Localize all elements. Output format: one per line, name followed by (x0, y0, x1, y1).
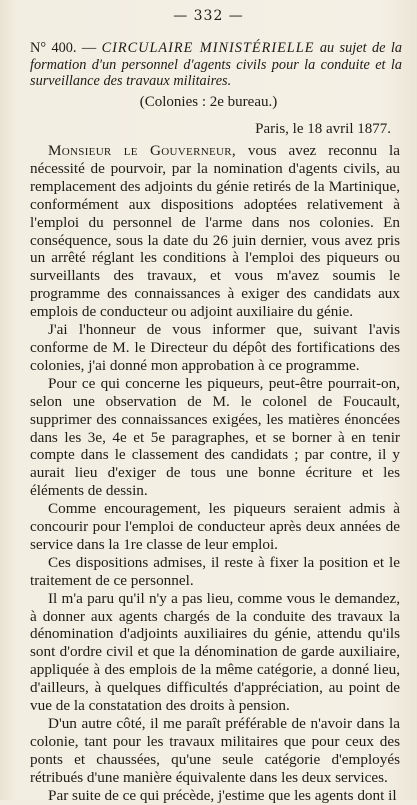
paragraph-5: Ces dispositions admises, il reste à fixer la position et le traitement de ce personnel. (30, 553, 400, 589)
paragraph-7: D'un autre côté, il me paraît préférable de n'avoir dans la colonie, tant pour les travaux militaires que pour ceux des ponts et chaussées, qu'une seule catégorie d'employés rétribués d'une manière équivalente dans les deux services. (30, 715, 400, 786)
paragraph-6: Il m'a paru qu'il n'y a pas lieu, comme vous le demandez, à donner aux agents chargés de la conduite des travaux la dénomination d'adjoints auxiliaires du génie, attendu qu'ils sont d'ordre civil et que la dénomination de garde auxiliaire, appliquée à des emplois de la même catégorie, a donné lieu, d'ailleurs, à quelques difficultés d'appréciation, au point de vue de la constatation des droits à pension. (30, 589, 400, 715)
circular-heading (30, 40, 402, 90)
bureau-line: (Colonies : 2e bureau.) (139, 94, 278, 110)
circular-title: CIRCULAIRE MINISTÉRIELLE (101, 40, 315, 56)
paragraph-1: Monsieur le Gouverneur, vous avez reconnu la nécessité de pourvoir, par la nomination d'agents civils, au remplacement des adjoints du génie retirés de la Martinique, conformément aux dispositions adoptées relativement à l'emploi du personnel de l'arme dans nos colonies. En conséquence, sous la date du 26 juin dernier, vous avez pris un arrêté réglant les conditions à l'emploi des piqueurs ou surveillants des travaux, et vous m'avez soumis le programme des connaissances à exiger des candidats aux emplois de conducteur ou adjoint auxiliaire du génie. (30, 142, 401, 321)
letter-body (30, 142, 400, 805)
circular-subject: au sujet de la formation d'un personnel d'agents civils pour la conduite et la surveillance des travaux militaires. (30, 40, 402, 89)
paragraph-2: J'ai l'honneur de vous informer que, suivant l'avis conforme de M. le Directeur du dépôt des fortifications des colonies, j'ai donné mon approbation à ce programme. (30, 321, 400, 374)
paragraph-8: Par suite de ce qui précède, j'estime que les agents dont il (48, 786, 397, 804)
page-number: — 332 — (173, 8, 244, 24)
salutation: Monsieur le Gouverneur, (48, 142, 236, 159)
paragraph-3: Pour ce qui concerne les piqueurs, peut-être pourrait-on, selon une observation de M. le colonel de Foucault, supprimer des connaissances exigées, les matières énoncées dans les 3e, 4e et 5e paragraphes, et se borner à en tenir compte dans le classement des candidats ; par contre, il y aurait lieu d'exiger de tous une bonne écriture et les éléments de dessin. (30, 374, 400, 500)
dateline: Paris, le 18 avril 1877. (255, 121, 391, 137)
paragraph-4: Comme encouragement, les piqueurs seraient admis à concourir pour l'emploi de conducteur après deux années de service dans la 1re classe de leur emploi. (30, 500, 400, 553)
circular-number: N° 400. — (30, 40, 97, 56)
